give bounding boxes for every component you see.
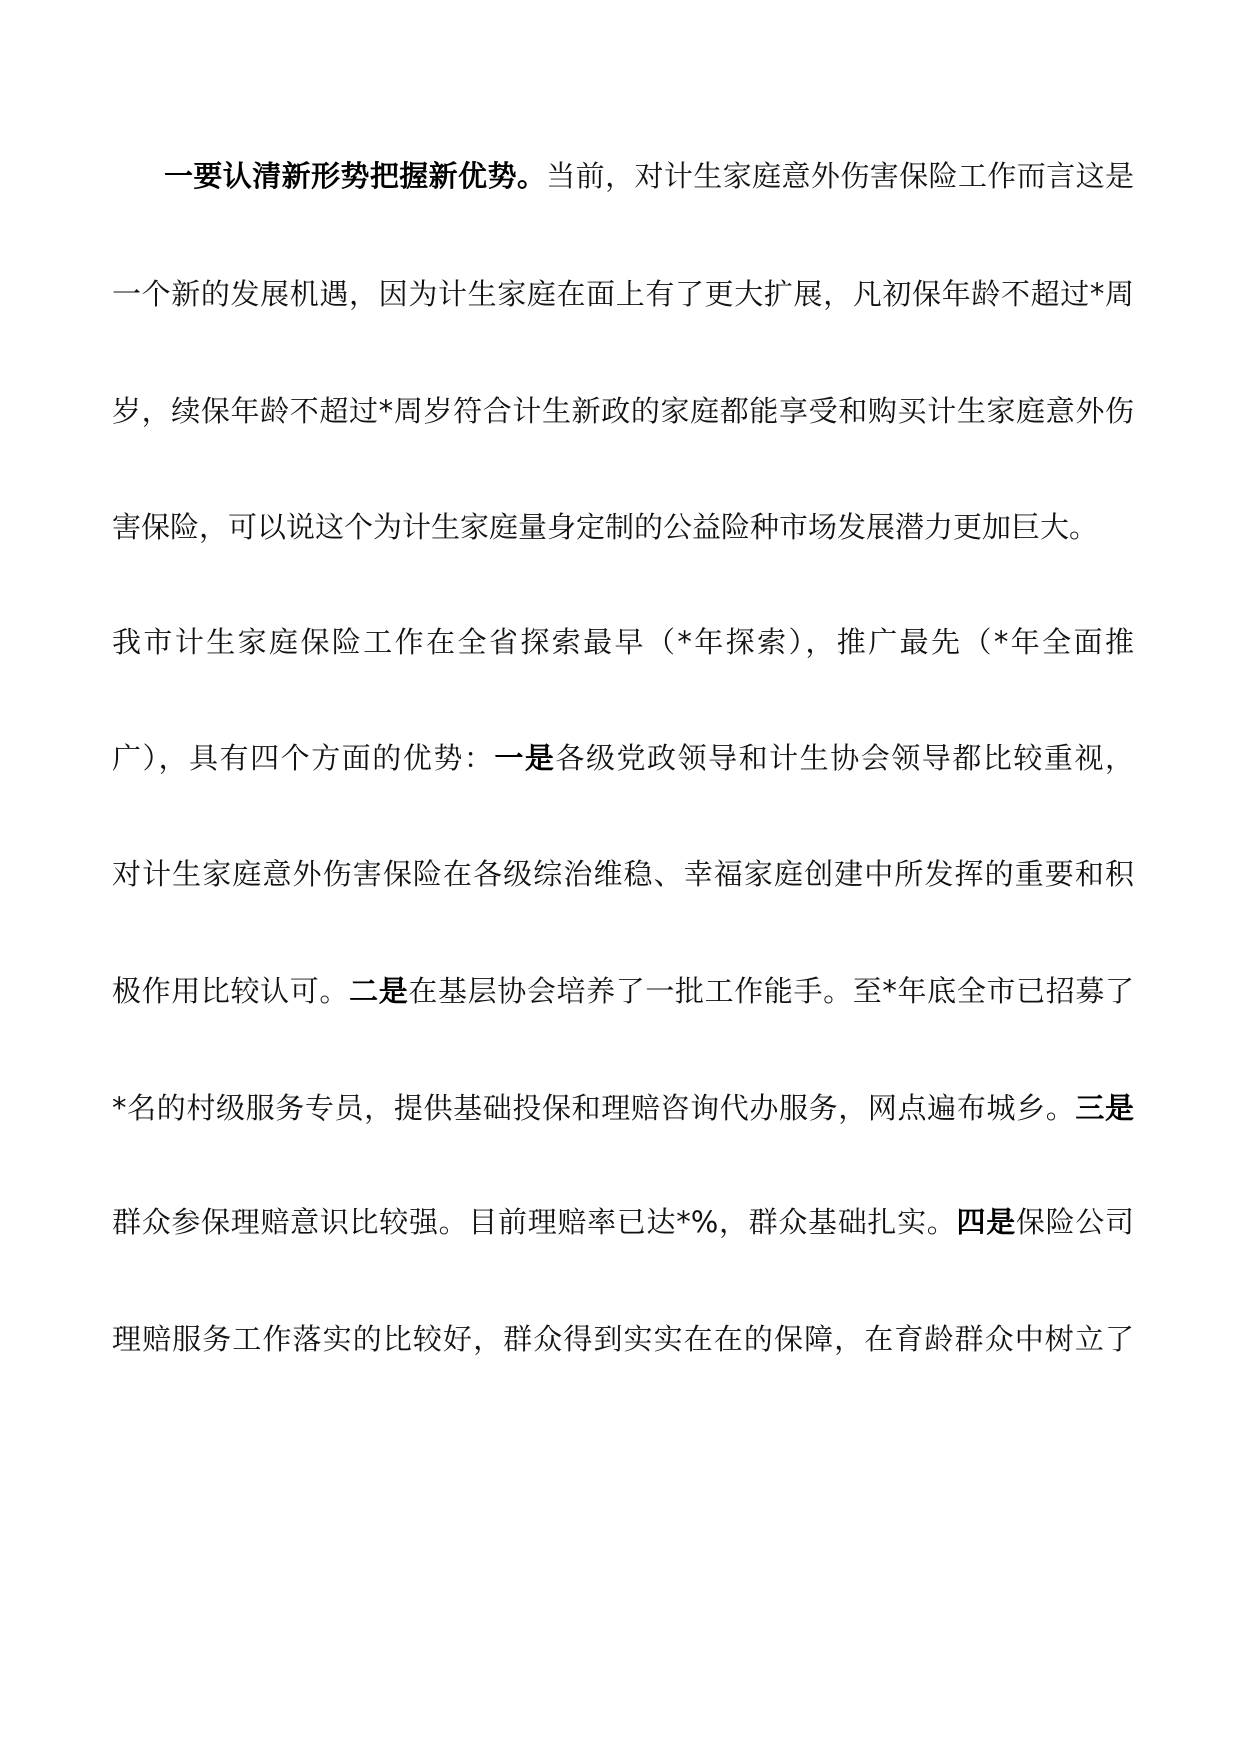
bold-point-one: 一是 (494, 741, 556, 775)
paragraph-line-10 (112, 1192, 1134, 1252)
line-text: 当前，对计生家庭意外伤害保险工作而言这是 (546, 159, 1134, 193)
paragraph-line-11 (112, 1309, 1134, 1369)
paragraph-line-3 (112, 381, 1134, 441)
line-text: 保险公司 (1015, 1205, 1134, 1239)
line-text: 极作用比较认可。 (112, 974, 350, 1008)
paragraph-line-2 (112, 264, 1134, 324)
line-text: *名的村级服务专员，提供基础投保和理赔咨询代办服务，网点遍布城乡。 (112, 1091, 1076, 1125)
paragraph-line-1 (164, 146, 1134, 206)
line-text: 我市计生家庭保险工作在全省探索最早（*年探索），推广最先（*年全面推 (112, 625, 1134, 659)
paragraph-line-7 (112, 844, 1134, 904)
bold-heading: 一要认清新形势把握新优势。 (164, 159, 547, 193)
paragraph-line-6 (112, 728, 1134, 788)
line-text: 各级党政领导和计生协会领导都比较重视， (555, 741, 1134, 775)
line-text: 在基层协会培养了一批工作能手。至*年底全市已招募了 (408, 974, 1134, 1008)
line-text: 广），具有四个方面的优势： (112, 741, 495, 775)
line-text: 理赔服务工作落实的比较好，群众得到实实在在的保障，在育龄群众中树立了 (112, 1322, 1134, 1356)
line-text: 一个新的发展机遇，因为计生家庭在面上有了更大扩展，凡初保年龄不超过*周 (112, 277, 1134, 311)
line-text: 群众参保理赔意识比较强。目前理赔率已达*%，群众基础扎实。 (112, 1205, 957, 1239)
line-text: 岁，续保年龄不超过*周岁符合计生新政的家庭都能享受和购买计生家庭意外伤 (112, 394, 1134, 428)
paragraph-line-5 (112, 612, 1134, 672)
bold-point-three: 三是 (1075, 1091, 1134, 1125)
line-text: 害保险，可以说这个为计生家庭量身定制的公益险种市场发展潜力更加巨大。 (112, 510, 1099, 544)
paragraph-line-4 (112, 497, 1134, 557)
bold-point-four: 四是 (956, 1205, 1016, 1239)
paragraph-line-8 (112, 961, 1134, 1021)
paragraph-line-9 (112, 1078, 1134, 1138)
line-text: 对计生家庭意外伤害保险在各级综治维稳、幸福家庭创建中所发挥的重要和积 (112, 857, 1134, 891)
bold-point-two: 二是 (349, 974, 409, 1008)
